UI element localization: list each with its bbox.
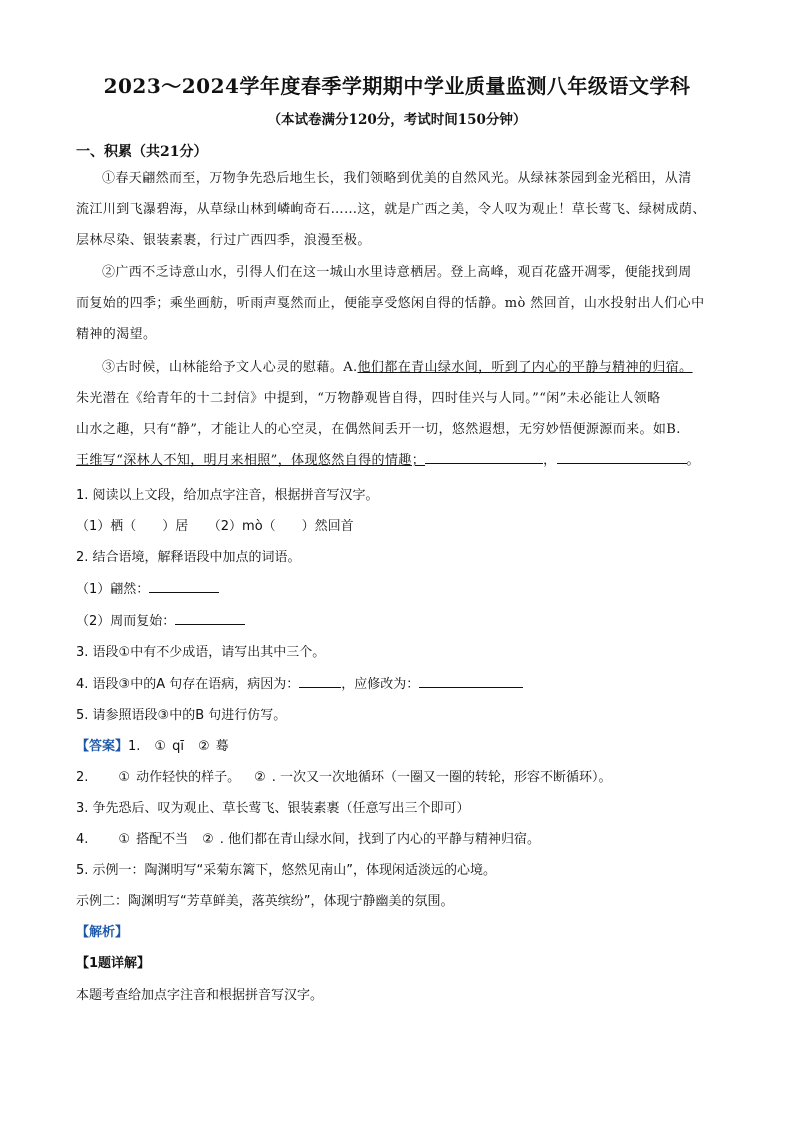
imitation-blank-1[interactable]: [425, 449, 543, 464]
passage-line: 精神的渴望。: [76, 327, 157, 342]
section-heading: 一、积累（共21分）: [76, 144, 208, 160]
answer-5-example-2: 示例二：陶渊明写“芳草鲜美，落英缤纷”，体现宁静幽美的氛围。: [76, 894, 454, 909]
answer-5: 5. 示例一：陶渊明写“采菊东篱下，悠然见南山”，体现闲适淡远的心境。: [76, 863, 497, 878]
question-5: 5. 请参照语段③中的B 句进行仿写。: [76, 708, 287, 723]
answer-3: 3. 争先恐后、叹为观止、草长莺飞、银装素裹（任意写出三个即可）: [76, 801, 470, 816]
answer-blank[interactable]: [149, 578, 219, 593]
answer-blank[interactable]: [175, 610, 245, 625]
imitation-blank-2[interactable]: [557, 449, 687, 464]
question-1: 1. 阅读以上文段，给加点字注音，根据拼音写汉字。: [76, 488, 379, 503]
sentence-a-underlined: 他们都在青山绿水间，听到了内心的平静与精神的归宿。: [357, 360, 693, 375]
passage-line: [76, 445, 728, 476]
answer-blank[interactable]: [299, 673, 341, 688]
detail-text: 本题考查给加点字注音和根据拼音写汉字。: [76, 988, 324, 1003]
punctuation: 。: [686, 453, 700, 468]
question-2-item-1: （1）翩然：: [76, 578, 219, 597]
question-2: 2. 结合语境，解释语段中加点的词语。: [76, 550, 301, 565]
answer-1: 【答案】1. ① qī ② 蓦: [76, 739, 229, 754]
passage-line: 山水之趣，只有“静”，才能让人的心空灵，在偶然间丢开一切，悠然遐想，无穷妙悟便源源而来。如B.: [76, 422, 681, 437]
question-1-subitems: （1）栖（ ）居 （2）mò（ ）然回首: [76, 519, 354, 534]
page-subtitle: （本试卷满分120分，考试时间150分钟）: [267, 112, 527, 128]
sentence-b-underlined: 王维写“深林人不知，明月来相照”，体现悠然自得的情趣；: [76, 453, 426, 468]
passage-paragraph-1: [76, 163, 728, 256]
question-4: 4. 语段③中的A 句存在语病，病因为： ，应修改为：: [76, 673, 523, 692]
passage-line: ①春天翩然而至，万物争先恐后地生长，我们领略到优美的自然风光。从绿袜茶园到金光稻田，从清: [102, 171, 692, 186]
passage-paragraph-3: [76, 352, 728, 476]
question-3: 3. 语段①中有不少成语，请写出其中三个。: [76, 645, 326, 660]
answer-4: 4. ① 搭配不当 ② . 他们都在青山绿水间，找到了内心的平静与精神归宿。: [76, 832, 540, 847]
answer-label: 【答案】: [76, 739, 129, 754]
detail-label: 【1题详解】: [76, 956, 151, 971]
passage-line: ②广西不乏诗意山水，引得人们在这一城山水里诗意栖居。登上高峰，观百花盛开凋零，便能找到周: [102, 265, 692, 280]
passage-paragraph-2: [76, 257, 728, 350]
punctuation: ，: [543, 453, 557, 468]
passage-line: 而复始的四季；乘坐画舫，听雨声戛然而止，便能享受悠闲自得的恬静。mò 然回首，山水投射出人们心中: [76, 296, 705, 311]
answer-blank[interactable]: [419, 673, 523, 688]
passage-line: 流江川到飞瀑碧海，从草绿山林到嶙峋奇石……这，就是广西之美，令人叹为观止！草长莺飞、绿树成荫、: [76, 202, 706, 217]
question-2-item-2: （2）周而复始：: [76, 610, 245, 629]
passage-line: 层林尽染、银装素裹，行过广西四季，浪漫至极。: [76, 233, 371, 248]
page-title: 2023～2024学年度春季学期期中学业质量监测八年级语文学科: [103, 74, 691, 98]
passage-line: 朱光潜在《给青年的十二封信》中提到，“万物静观皆自得，四时佳兴与人同。”“闲”未必能让人领略: [76, 391, 661, 406]
answer-2: 2. ① 动作轻快的样子。 ② . 一次又一次地循环（一圈又一圈的转轮，形容不断循环）。: [76, 770, 612, 785]
analysis-label: 【解析】: [76, 925, 129, 940]
passage-text: ③古时候，山林能给予文人心灵的慰藉。A.: [102, 360, 358, 375]
passage-line: [76, 352, 728, 383]
